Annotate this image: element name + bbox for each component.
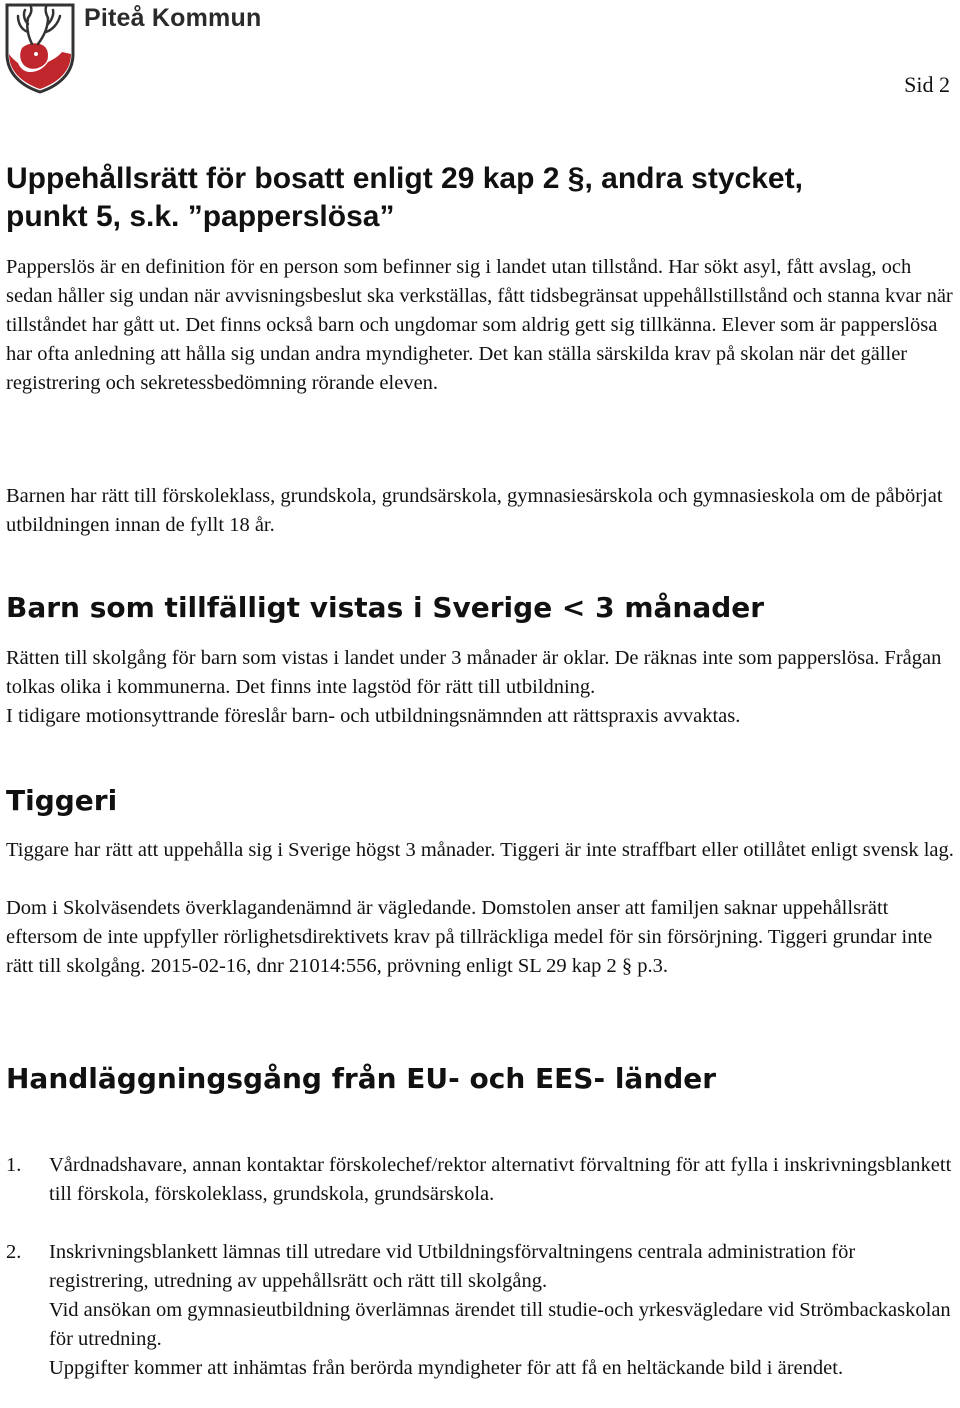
section-heading-uppehallsratt xyxy=(6,160,803,236)
section-heading-handlaggningsgang: Handläggningsgång från EU- och EES- länder xyxy=(6,1062,717,1095)
heading-line-1: Uppehållsrätt för bosatt enligt 29 kap 2 §, andra stycket, xyxy=(6,162,803,195)
paragraph-tiggare: Tiggare har rätt att uppehålla sig i Sverige högst 3 månader. Tiggeri är inte straffbart eller otillåtet enligt svensk lag. xyxy=(6,839,954,861)
reindeer-coat-of-arms-icon xyxy=(4,2,76,94)
heading-line-2: punkt 5, s.k. ”papperslösa” xyxy=(6,200,395,233)
list-item-text: Inskrivningsblankett lämnas till utredare vid Utbildningsförvaltningens centrala administration för registrering, utredning av uppehållsrätt och rätt till skolgång. xyxy=(49,1241,856,1292)
list-number: 2. xyxy=(6,1241,22,1263)
paragraph-dom: Dom i Skolväsendets överklagandenämnd är vägledande. Domstolen anser att familjen saknar uppehållsrätt eftersom de inte uppfyller rörlighetsdirektivets krav på tillräckliga medel för sin försörjning. Tiggeri grundar inte rätt till skolgång. 2015-02-16, dnr 21014:556, prövning enligt SL 29 kap 2 § p.3. xyxy=(6,897,933,977)
paragraph-skolgang-oklar: Rätten till skolgång för barn som vistas i landet under 3 månader är oklar. De räknas inte som papperslösa. Frågan tolkas olika i kommunerna. Det finns inte lagstöd för rätt till utbildning. xyxy=(6,647,942,698)
paragraph-papperslos: Papperslös är en definition för en person som befinner sig i landet utan tillstånd. Har sökt asyl, fått avslag, och sedan håller sig undan när avvisningsbeslut ska verkställas, fått tidsbegränsat uppehållstillstånd och stanna kvar när tillståndet har gått ut. Det finns också barn och ungdomar som aldrig gett sig tillkänna. Elever som är papperslösa har ofta anledning att hålla sig undan andra myndigheter. Det kan ställa särskilda krav på skolan när det gäller registrering och sekretessbedömning rörande eleven. xyxy=(6,256,953,394)
list-item-body xyxy=(49,1238,959,1383)
paragraph-motionsyttrande: I tidigare motionsyttrande föreslår barn- och utbildningsnämnden att rättspraxis avvaktas. xyxy=(6,705,741,727)
section-heading-tiggeri: Tiggeri xyxy=(6,784,118,817)
brand-name: Piteå Kommun xyxy=(84,4,262,32)
list-item-body xyxy=(49,1151,959,1209)
paragraph-barnen-ratt: Barnen har rätt till förskoleklass, grundskola, grundsärskola, gymnasiesärskola och gymnasieskola om de påbörjat utbildningen innan de fyllt 18 år. xyxy=(6,485,943,536)
list-item-text: Vid ansökan om gymnasieutbildning överlämnas ärendet till studie-och yrkesvägledare vid Strömbackaskolan för utredning. xyxy=(49,1299,951,1350)
list-item-text: Uppgifter kommer att inhämtas från berörda myndigheter för att få en heltäckande bild i ärendet. xyxy=(49,1357,844,1379)
section-heading-tillfalligt: Barn som tillfälligt vistas i Sverige < 3 månader xyxy=(6,591,765,624)
page-number: Sid 2 xyxy=(904,72,950,97)
list-item-text: Vårdnadshavare, annan kontaktar förskolechef/rektor alternativt förvaltning för att fylla i inskrivningsblankett till förskola, förskoleklass, grundskola, grundsärskola. xyxy=(49,1154,952,1205)
list-number: 1. xyxy=(6,1154,22,1176)
